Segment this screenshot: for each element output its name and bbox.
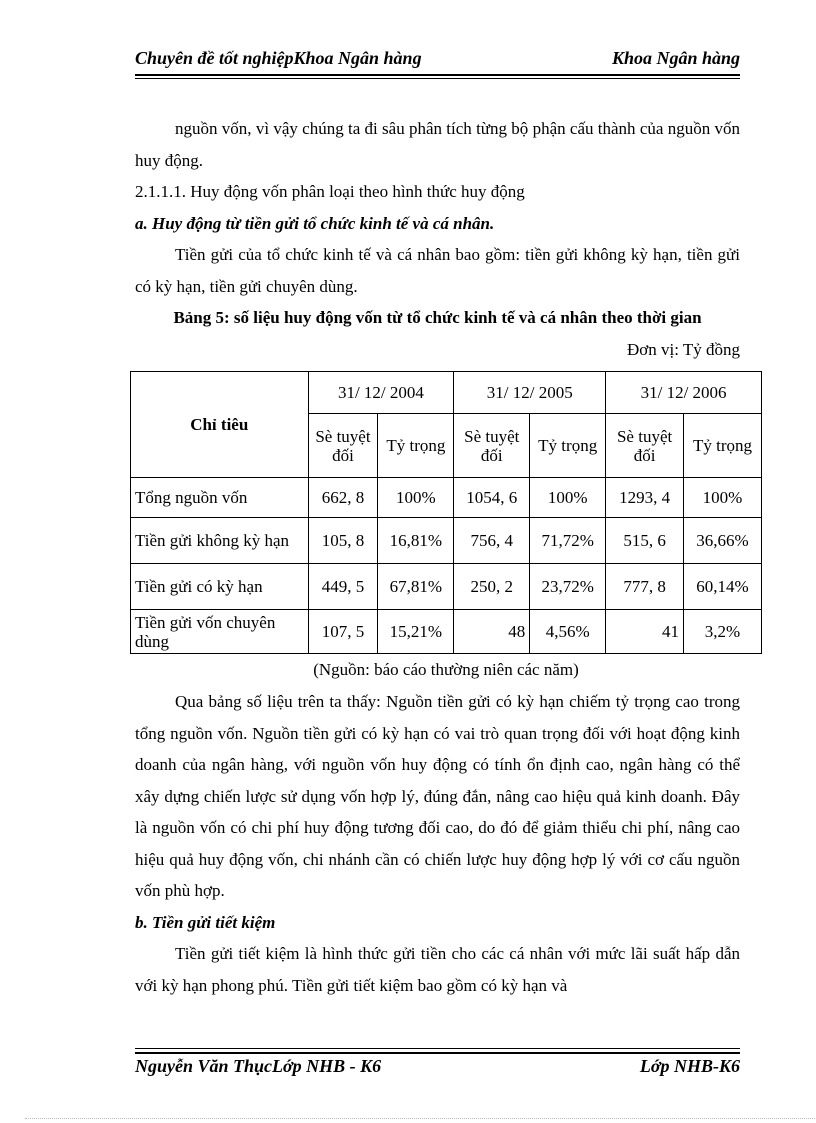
table-row xyxy=(131,518,762,564)
sub-header-absolute: Sè tuyệt đối xyxy=(308,414,378,478)
sub-header-share: Tỷ trọng xyxy=(378,414,454,478)
footer-right: Lớp NHB-K6 xyxy=(639,1056,740,1076)
page-edge-divider xyxy=(25,1118,815,1119)
cell: 1293, 4 xyxy=(606,478,684,518)
row-label: Tiền gửi có kỳ hạn xyxy=(131,564,309,610)
paragraph-2: Tiền gửi của tổ chức kinh tế và cá nhân bao gồm: tiền gửi không kỳ hạn, tiền gửi có kỳ hạn, tiền gửi chuyên dùng. xyxy=(135,245,740,296)
cell: 100% xyxy=(530,478,606,518)
subheading-b: b. Tiền gửi tiết kiệm xyxy=(135,912,276,932)
table-row xyxy=(131,610,762,654)
footer-left: Nguyễn Văn ThụcLớp NHB - K6 xyxy=(135,1056,382,1076)
page-header xyxy=(135,48,740,74)
header-rule-thin xyxy=(135,78,740,79)
table-row xyxy=(131,478,762,518)
page-footer xyxy=(135,1056,740,1082)
cell: 756, 4 xyxy=(454,518,530,564)
cell: 71,72% xyxy=(530,518,606,564)
cell: 41 xyxy=(606,610,684,654)
col-header-indicator: Chỉ tiêu xyxy=(131,372,309,478)
cell: 4,56% xyxy=(530,610,606,654)
cell: 107, 5 xyxy=(308,610,378,654)
header-right: Khoa Ngân hàng xyxy=(611,48,740,68)
row-label: Tiền gửi vốn chuyên dùng xyxy=(131,610,309,654)
table-source: (Nguồn: báo cáo thường niên các năm) xyxy=(313,660,579,679)
cell: 3,2% xyxy=(684,610,762,654)
data-table xyxy=(130,371,762,654)
intro-section xyxy=(135,113,740,365)
cell: 100% xyxy=(684,478,762,518)
table-unit: Đơn vị: Tỷ đồng xyxy=(626,339,740,359)
cell: 36,66% xyxy=(684,518,762,564)
section-heading: 2.1.1.1. Huy động vốn phân loại theo hình thức huy động xyxy=(135,182,525,201)
cell: 449, 5 xyxy=(308,564,378,610)
cell: 662, 8 xyxy=(308,478,378,518)
footer-rule-thin xyxy=(135,1048,740,1049)
cell: 105, 8 xyxy=(308,518,378,564)
period-header: 31/ 12/ 2004 xyxy=(308,372,454,414)
cell: 777, 8 xyxy=(606,564,684,610)
paragraph-3: Qua bảng số liệu trên ta thấy: Nguồn tiền gửi có kỳ hạn chiếm tỷ trọng cao trong tổng nguồn vốn. Nguồn tiền gửi có kỳ hạn có vai trò quan trọng đối với hoạt động kinh doanh của ngân hàng, với nguồn vốn huy động có tính ổn định cao, ngân hàng có thể xây dựng chiến lược sử dụng vốn hợp lý, đúng đắn, nâng cao hiệu quả kinh doanh. Đây là nguồn vốn có chi phí huy động tương đối cao, do đó để giảm thiểu chi phí, nâng cao hiệu quả huy động vốn, chi nhánh cần có chiến lược huy động hợp lý với cơ cấu nguồn vốn phù hợp. xyxy=(135,692,740,900)
paragraph-4: Tiền gửi tiết kiệm là hình thức gửi tiền cho các cá nhân với mức lãi suất hấp dẫn với kỳ hạn phong phú. Tiền gửi tiết kiệm bao gồm có kỳ hạn và xyxy=(135,944,740,995)
cell: 100% xyxy=(378,478,454,518)
table-caption: Bảng 5: số liệu huy động vốn từ tổ chức kinh tế và cá nhân theo thời gian xyxy=(173,308,702,327)
sub-header-share: Tỷ trọng xyxy=(684,414,762,478)
header-left: Chuyên đề tốt nghiệpKhoa Ngân hàng xyxy=(135,48,422,68)
cell: 15,21% xyxy=(378,610,454,654)
cell: 60,14% xyxy=(684,564,762,610)
period-header: 31/ 12/ 2005 xyxy=(454,372,606,414)
analysis-section xyxy=(135,686,740,1001)
footer-rule xyxy=(135,1052,740,1054)
cell: 16,81% xyxy=(378,518,454,564)
cell: 23,72% xyxy=(530,564,606,610)
cell: 515, 6 xyxy=(606,518,684,564)
cell: 1054, 6 xyxy=(454,478,530,518)
row-label: Tiền gửi không kỳ hạn xyxy=(131,518,309,564)
cell: 250, 2 xyxy=(454,564,530,610)
sub-header-absolute: Sè tuyệt đối xyxy=(454,414,530,478)
period-header: 31/ 12/ 2006 xyxy=(606,372,762,414)
table-row xyxy=(131,564,762,610)
header-rule xyxy=(135,74,740,76)
subheading-a: a. Huy động từ tiền gửi tổ chức kinh tế và cá nhân. xyxy=(135,213,495,233)
cell: 48 xyxy=(454,610,530,654)
sub-header-share: Tỷ trọng xyxy=(530,414,606,478)
paragraph-1: nguồn vốn, vì vậy chúng ta đi sâu phân tích từng bộ phận cấu thành của nguồn vốn huy động. xyxy=(135,119,740,170)
sub-header-absolute: Sè tuyệt đối xyxy=(606,414,684,478)
cell: 67,81% xyxy=(378,564,454,610)
row-label: Tổng nguồn vốn xyxy=(131,478,309,518)
